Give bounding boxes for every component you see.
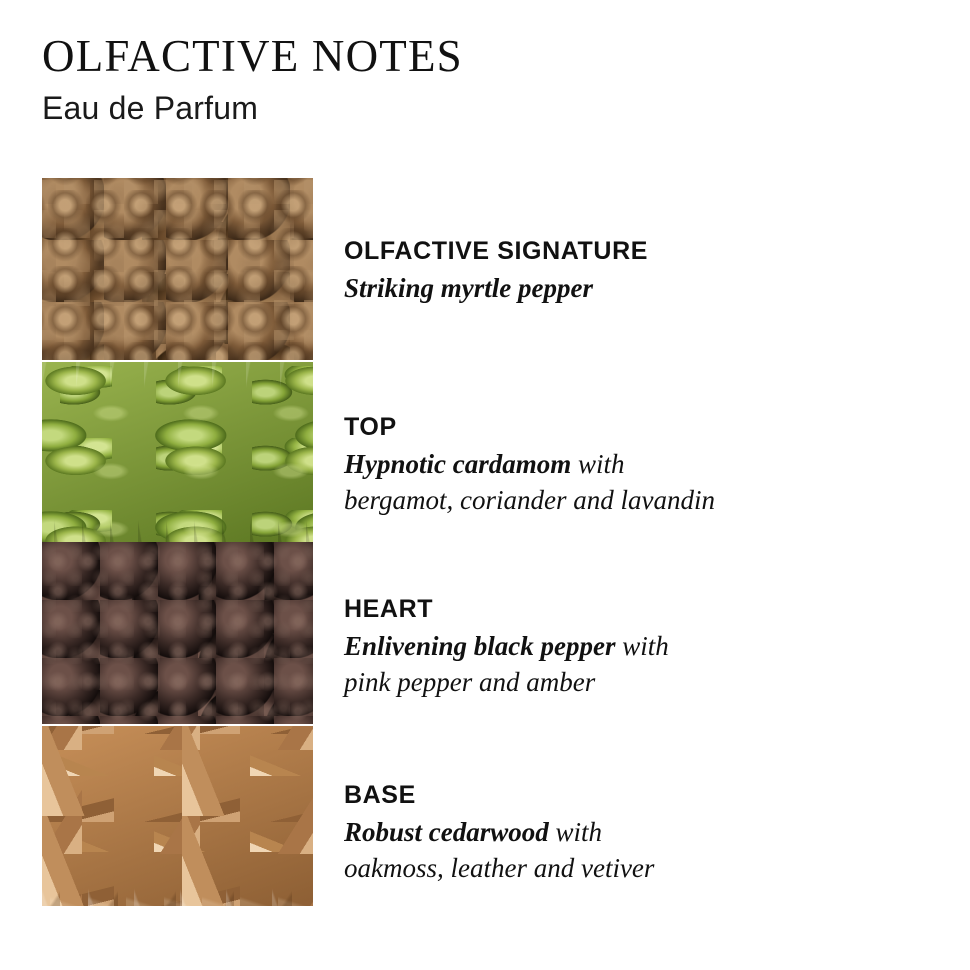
note-description-rest: with xyxy=(615,631,669,661)
note-description-line2: bergamot, coriander and lavandin xyxy=(344,485,715,515)
note-text xyxy=(313,178,932,518)
note-description-strong: Robust cedarwood xyxy=(344,817,549,847)
note-description-rest: with xyxy=(571,449,625,479)
note-label: TOP xyxy=(344,413,397,441)
list-item xyxy=(42,724,932,906)
note-label: BASE xyxy=(344,781,416,809)
page-subtitle: Eau de Parfum xyxy=(42,90,259,126)
note-description-strong: Hypnotic cardamom xyxy=(344,449,572,479)
allspice-berries-photo xyxy=(42,178,313,360)
note-description-line2: pink pepper and amber xyxy=(344,667,596,697)
notes-list xyxy=(42,178,932,906)
note-description-strong: Striking myrtle pepper xyxy=(344,273,593,303)
list-item xyxy=(42,542,932,724)
note-text xyxy=(313,724,932,886)
image-divider xyxy=(42,724,313,726)
header xyxy=(42,30,842,128)
image-divider xyxy=(42,360,313,362)
list-item xyxy=(42,360,932,542)
note-label: HEART xyxy=(344,595,434,623)
note-description-line2: oakmoss, leather and vetiver xyxy=(344,853,655,883)
note-description xyxy=(344,628,932,700)
note-description xyxy=(344,446,932,518)
note-label: OLFACTIVE SIGNATURE xyxy=(344,237,649,265)
note-description-strong: Enlivening black pepper xyxy=(344,631,616,661)
cedarwood-chips-photo xyxy=(42,724,313,906)
page-title: OLFACTIVE NOTES xyxy=(42,31,463,81)
note-text xyxy=(313,542,932,700)
black-peppercorns-photo xyxy=(42,542,313,724)
green-cardamom-pods-photo xyxy=(42,360,313,542)
note-description xyxy=(344,814,932,886)
note-description-rest: with xyxy=(548,817,603,847)
